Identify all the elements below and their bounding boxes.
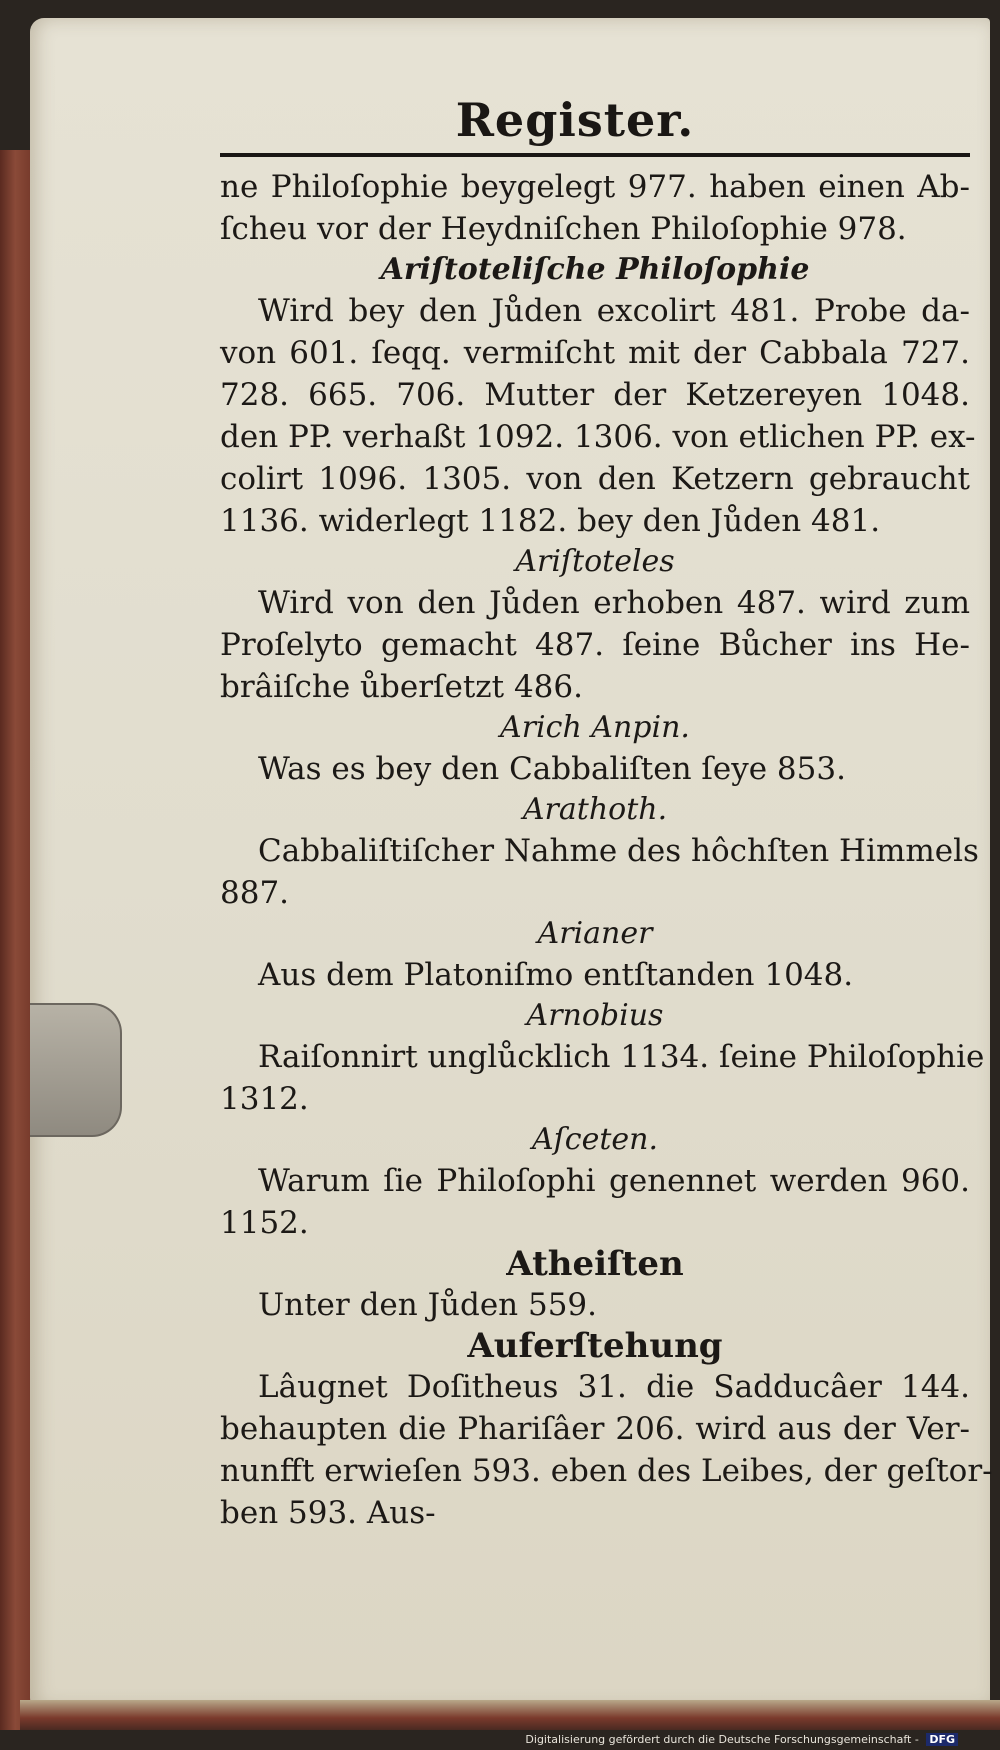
entry-text-line: Proſelyto gemacht 487. ſeine Bůcher ins He- bbox=[220, 627, 970, 663]
entry-text-line: Unter den Jůden 559. bbox=[258, 1287, 598, 1323]
entry-text-line: Cabbaliſtiſcher Nahme des hôchſten Himmels bbox=[258, 833, 979, 869]
entry-text-line: Warum ſie Philoſophi genennet werden 960. bbox=[258, 1163, 970, 1199]
entry-text-line: 1136. widerlegt 1182. bey den Jůden 481. bbox=[220, 503, 881, 539]
dfg-logo: DFG bbox=[926, 1733, 958, 1746]
entry-text-line: Was es bey den Cabbaliſten ſeye 853. bbox=[258, 751, 846, 787]
entry-text-line: 728. 665. 706. Mutter der Ketzereyen 1048. bbox=[220, 377, 970, 413]
entry-text-line: ſcheu vor der Heydniſchen Philoſophie 978. bbox=[220, 211, 907, 247]
entry-text-line: Wird bey den Jůden excolirt 481. Probe da- bbox=[258, 293, 970, 329]
header-rule bbox=[220, 153, 970, 157]
entry-heading: Arathoth. bbox=[522, 792, 668, 827]
entry-text-line: 1152. bbox=[220, 1205, 309, 1241]
entry-text-line: den PP. verhaßt 1092. 1306. von etlichen PP. ex- bbox=[220, 419, 976, 455]
register-content bbox=[220, 166, 993, 1534]
page-clip bbox=[30, 1003, 122, 1137]
entry-text-line: ne Philoſophie beygelegt 977. haben einen Ab- bbox=[220, 169, 970, 205]
entry-heading: Arich Anpin. bbox=[500, 710, 690, 745]
entry-heading: Ariſtoteliſche Philoſophie bbox=[380, 252, 810, 287]
entry-heading: Auferſtehung bbox=[467, 1326, 723, 1366]
page-header-title: Register. bbox=[455, 93, 695, 147]
entry-text-line: Wird von den Jůden erhoben 487. wird zum bbox=[258, 585, 970, 621]
entry-heading: Arianer bbox=[537, 916, 653, 951]
entry-text-line: behaupten die Phariſâer 206. wird aus der Ver- bbox=[220, 1411, 970, 1447]
footer-text: Digitalisierung gefördert durch die Deutsche Forschungsgemeinschaft - bbox=[525, 1733, 919, 1746]
entry-heading: Aſceten. bbox=[532, 1122, 658, 1157]
entry-text-line: nunfft erwieſen 593. eben des Leibes, der geſtor- bbox=[220, 1453, 993, 1489]
entry-text-line: von 601. ſeqq. vermiſcht mit der Cabbala 727. bbox=[220, 335, 970, 371]
page-bottom-edge bbox=[20, 1700, 1000, 1730]
entry-heading: Ariſtoteles bbox=[515, 544, 675, 579]
entry-heading: Arnobius bbox=[526, 998, 664, 1033]
entry-text-line: brâiſche ůberſetzt 486. bbox=[220, 669, 583, 705]
digitization-footer bbox=[0, 1733, 1000, 1746]
entry-text-line: Aus dem Platoniſmo entſtanden 1048. bbox=[258, 957, 854, 993]
entry-text-line: colirt 1096. 1305. von den Ketzern gebraucht bbox=[220, 461, 970, 497]
entry-text-line: ben 593. Aus- bbox=[220, 1495, 436, 1531]
entry-text-line: 887. bbox=[220, 875, 290, 911]
entry-text-line: 1312. bbox=[220, 1081, 309, 1117]
entry-text-line: Lâugnet Doſitheus 31. die Sadducâer 144. bbox=[258, 1369, 970, 1405]
book-page bbox=[30, 18, 993, 1708]
entry-heading: Atheiſten bbox=[506, 1244, 684, 1284]
entry-text-line: Raiſonnirt unglůcklich 1134. ſeine Philoſophie bbox=[258, 1039, 985, 1075]
